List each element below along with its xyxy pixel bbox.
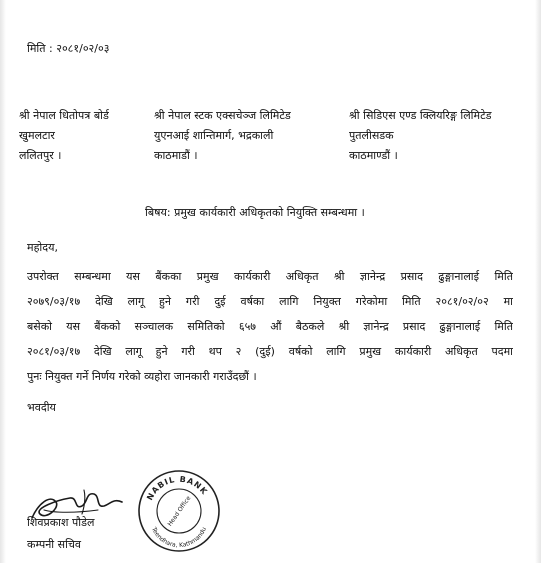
signatory-name: शिवप्रकाश पौडेल [27, 516, 95, 529]
body-line: २०७९/०३/१७ देखि लागू हुने गरी दुई वर्षका लागि नियुक्त गरेकोमा मिति २०८१/०२/०२ मा [27, 295, 513, 308]
page-edge-right [535, 0, 541, 563]
addressee-name: श्री नेपाल स्टक एक्सचेञ्ज लिमिटेड [154, 109, 291, 122]
addressee-securities-board [19, 106, 109, 166]
bank-seal-stamp [136, 468, 222, 554]
stamp-bottom-text: Teendhara, Kathmandu [150, 526, 208, 550]
stamp-center-text: Head Office [166, 494, 193, 528]
signatory-title: कम्पनी सचिव [27, 538, 82, 551]
body-line: बसेको यस बैंकको सञ्चालक समितिको ६५७ औं बैठकले श्री ज्ञानेन्द्र प्रसाद ढुङ्गानालाई मिति [27, 320, 513, 333]
letter-salutation: महोदय, [27, 241, 58, 254]
addressee-city: काठमाण्डौं । [349, 149, 398, 162]
addressee-name: श्री नेपाल धितोपत्र बोर्ड [19, 109, 109, 122]
letter-date: मिति : २०८१/०२/०३ [27, 42, 110, 55]
stamp-top-text: NABIL BANK [145, 474, 210, 502]
addressee-street: खुमलटार [19, 129, 55, 142]
letter-body [27, 267, 513, 392]
body-line: २०८१/०३/१७ देखि लागू हुने गरी थप २ (दुई) वर्षको लागि प्रमुख कार्यकारी अधिकृत पदमा [27, 345, 513, 358]
letter-subject: बिषय: प्रमुख कार्यकारी अधिकृतको नियुक्ति सम्बन्धमा । [145, 206, 365, 219]
addressee-city: काठमाडौं । [154, 149, 198, 162]
addressee-name: श्री सिडिएस एण्ड क्लियरिङ्ग लिमिटेड [349, 109, 492, 122]
addressee-city: ललितपुर । [19, 149, 62, 162]
addressee-street: पुतलीसडक [349, 129, 394, 142]
addressee-stock-exchange [154, 106, 291, 166]
page-edge-left [0, 0, 6, 563]
addressee-street: युएनआई शान्तिमार्ग, भद्रकाली [154, 129, 274, 142]
body-line: पुनः नियुक्त गर्ने निर्णय गरेको व्यहोरा जानकारी गराउँदछौं । [27, 370, 257, 383]
addressee-cds-clearing [349, 106, 492, 166]
letter-closing: भवदीय [27, 401, 56, 414]
body-line: उपरोक्त सम्बन्धमा यस बैंकका प्रमुख कार्यकारी अधिकृत श्री ज्ञानेन्द्र प्रसाद ढुङ्गानालाई मिति [27, 270, 513, 283]
